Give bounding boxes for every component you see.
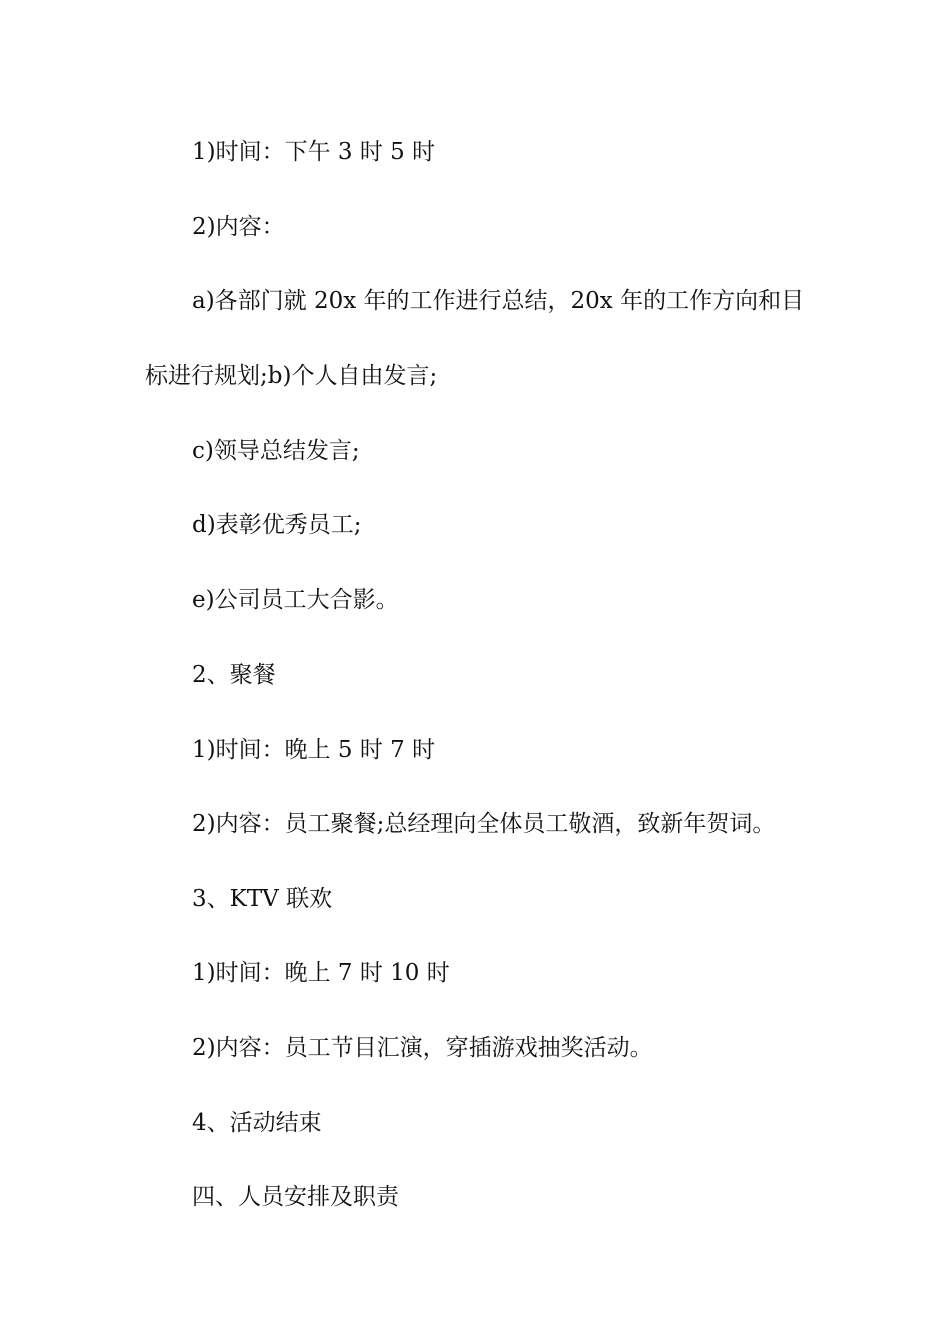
item-c-line: c)领导总结发言;	[192, 438, 360, 464]
item-d-line: d)表彰优秀员工;	[192, 512, 362, 538]
content-line-3: 2)内容：员工节目汇演，穿插游戏抽奖活动。	[192, 1035, 653, 1061]
item-a-continuation: 标进行规划;b)个人自由发言;	[145, 363, 438, 389]
section-end-heading: 4、活动结束	[192, 1110, 322, 1136]
section-staffing-heading: 四、人员安排及职责	[192, 1184, 399, 1210]
item-e-line: e)公司员工大合影。	[192, 587, 399, 613]
item-a-line: a)各部门就 20x 年的工作进行总结，20x 年的工作方向和目	[192, 288, 805, 314]
content-heading-1: 2)内容：	[192, 214, 285, 240]
section-ktv-heading: 3、KTV 联欢	[192, 886, 333, 912]
time-line-2: 1)时间：晚上 5 时 7 时	[192, 737, 436, 763]
time-line-1: 1)时间：下午 3 时 5 时	[192, 139, 436, 165]
time-line-3: 1)时间：晚上 7 时 10 时	[192, 960, 450, 986]
content-line-2: 2)内容：员工聚餐;总经理向全体员工敬酒，致新年贺词。	[192, 811, 776, 837]
section-dinner-heading: 2、聚餐	[192, 662, 276, 688]
